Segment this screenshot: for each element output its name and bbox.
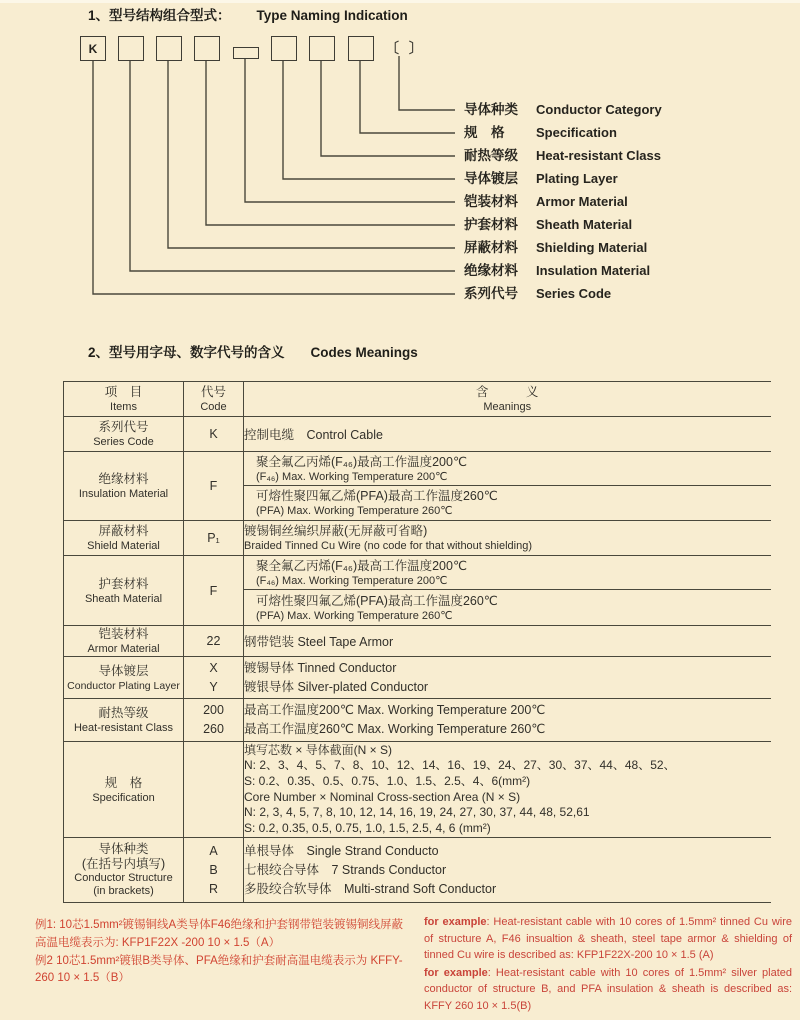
example-1-en: for example: Heat-resistant cable with 10 cores of 1.5mm² tinned Cu wire of structure A, F46 insualtion & sheath, steel tape armor & shielding of tinned Cu wire is described as: KFP1F22X-200 10 × 1.5 (A) [424,916,792,961]
example-2-en: for example: Heat-resistant cable with 10 cores of 1.5mm² silver plated conductor of structure B, and PFA insulation & sheath is described as: KFFY 260 10 × 1.5(B) [424,966,792,1012]
section1-number: 1、 [88,8,110,23]
label-en: Armor Material [536,194,628,209]
table-row-specification: 规 格 Specification 填写芯数 × 导体截面(N × S) N: 2、3、4、5、7、8、10、12、14、16、19、24、27、30、37、44、48、52、 S: 0.2、0.35、0.5、0.75、1.0、1.5、2.5、4、6(mm²) Core Number × Nominal Cross-section Area (N × S) N: 2, 3, 4, 5, 7, 8, 10, 12, 14, 16, 19, 24, 27, 30, 37, 44, 48, 52,61 S: 0.2, 0.35, 0.5, 0.75, 1.0, 1.5, 2.5, 4, 6 (mm²) [64,742,771,838]
type-code-box-sheath [194,36,220,61]
meaning-cell: 控制电缆 Control Cable [244,417,771,452]
code-cell: 22 [184,626,244,657]
label-zh: 导体镀层 [464,171,518,186]
table-row-insulation-material: 绝缘材料 Insulation Material F 聚全氟乙丙烯(F₄₆)最高工作温度200℃ (F₄₆) Max. Working Temperature 200℃ 可熔性聚四氟乙烯(PFA)最高工作温度260℃ (PFA) Max. Working Temperature 260℃ [64,452,771,521]
label-en: Series Code [536,286,612,301]
meaning-cell: 镀锡导体 Tinned Conductor 镀银导体 Silver-plated Conductor [244,657,771,699]
table-row-conductor-plating-layer: 导体镀层 Conductor Plating Layer X Y 镀锡导体 Tinned Conductor 镀银导体 Silver-plated Conductor [64,657,771,699]
example-2-zh: 例2 10芯1.5mm²镀银B类导体、PFA绝缘和护套耐高温电缆表示为 KFFY-260 10 × 1.5（B） [35,954,403,985]
type-code-box-heat-class [309,36,335,61]
code-cell: F [184,556,244,626]
example-notes-zh [35,917,407,988]
label-en: Conductor Category [536,102,662,117]
type-code-box-shielding [156,36,182,61]
code-cell: P₁ [184,521,244,556]
section1-title-zh: 型号结构组合型式： [109,8,231,23]
label-en: Insulation Material [536,263,651,278]
meaning-cell: 单根导体 Single Strand Conducto 七根绞合导体 7 Strands Conductor 多股绞合软导体 Multi-strand Soft Conductor [244,838,771,903]
codes-meanings-table [63,381,771,903]
label-zh: 护套材料 [464,217,518,232]
type-code-box-plating [271,36,297,61]
table-row-armor-material: 铠装材料 Armor Material 22 钢带铠装 Steel Tape Armor [64,626,771,657]
header-items: 项 目 Items [64,382,184,417]
code-cell: X Y [184,657,244,699]
section1-title-en: Type Naming Indication [256,8,408,23]
section2-heading [88,341,418,361]
label-en: Sheath Material [536,217,633,232]
label-en: Specification [536,125,617,140]
label-en: Heat-resistant Class [536,148,661,163]
table-row-conductor-structure: 导体种类 (在括号内填写) Conductor Structure (in brackets) A B R 单根导体 Single Strand Conducto 七根绞合导体 7 Strands Conductor 多股绞合软导体 Multi-strand Soft Conductor [64,838,771,903]
header-meanings: 含 义 Meanings [244,382,771,417]
label-zh: 系列代号 [464,286,518,301]
series-letter: K [88,41,98,56]
meaning-cell: 聚全氟乙丙烯(F₄₆)最高工作温度200℃ (F₄₆) Max. Working Temperature 200℃ 可熔性聚四氟乙烯(PFA)最高工作温度260℃ (PFA) Max. Working Temperature 260℃ [244,556,771,626]
code-cell: F [184,452,244,521]
meaning-cell: 钢带铠装 Steel Tape Armor [244,626,771,657]
label-en: Shielding Material [536,240,648,255]
meaning-cell: 最高工作温度200℃ Max. Working Temperature 200℃ 最高工作温度260℃ Max. Working Temperature 260℃ [244,699,771,742]
label-zh: 导体种类 [464,102,518,117]
table-header-row [64,382,771,417]
table-row-series-code: 系列代号 Series Code K 控制电缆 Control Cable [64,417,771,452]
type-code-box-insulation [118,36,144,61]
header-code: 代号 Code [184,382,244,417]
section2-title-en: Codes Meanings [310,345,418,360]
type-code-box-armor [233,47,259,59]
code-cell: 200 260 [184,699,244,742]
table-row-heat-resistant-class: 耐热等级 Heat-resistant Class 200 260 最高工作温度200℃ Max. Working Temperature 200℃ 最高工作温度260℃ Max. Working Temperature 260℃ [64,699,771,742]
code-cell: K [184,417,244,452]
label-zh: 规 格 [464,125,505,140]
code-cell: A B R [184,838,244,903]
label-zh: 屏蔽材料 [464,240,518,255]
table-row-shield-material: 屏蔽材料 Shield Material P₁ 镀锡铜丝编织屏蔽(无屏蔽可省略) Braided Tinned Cu Wire (no code for that without shielding) [64,521,771,556]
meaning-cell: 填写芯数 × 导体截面(N × S) N: 2、3、4、5、7、8、10、12、14、16、19、24、27、30、37、44、48、52、 S: 0.2、0.35、0.5、0.75、1.0、1.5、2.5、4、6(mm²) Core Number × Nominal Cross-section Area (N × S) N: 2, 3, 4, 5, 7, 8, 10, 12, 14, 16, 19, 24, 27, 30, 37, 44, 48, 52,61 S: 0.2, 0.35, 0.5, 0.75, 1.0, 1.5, 2.5, 4, 6 (mm²) [244,742,771,838]
example-notes-en [424,914,792,1015]
meaning-cell: 镀锡铜丝编织屏蔽(无屏蔽可省略) Braided Tinned Cu Wire (no code for that without shielding) [244,521,771,556]
label-en: Plating Layer [536,171,618,186]
type-code-box-series [80,36,106,61]
example-1-zh: 例1: 10芯1.5mm²镀锡铜线A类导体F46绝缘和护套钢带铠装镀锡铜线屏蔽高温电缆表示为: KFP1F22X -200 10 × 1.5（A） [35,919,404,949]
section2-title-zh: 型号用字母、数字代号的含义 [109,345,285,360]
section2-number: 2、 [88,345,110,360]
conductor-category-brackets: 〔 〕 [385,40,426,56]
label-zh: 绝缘材料 [464,263,518,278]
meaning-cell: 聚全氟乙丙烯(F₄₆)最高工作温度200℃ (F₄₆) Max. Working Temperature 200℃ 可熔性聚四氟乙烯(PFA)最高工作温度260℃ (PFA) Max. Working Temperature 260℃ [244,452,771,521]
table-row-sheath-material: 护套材料 Sheath Material F 聚全氟乙丙烯(F₄₆)最高工作温度200℃ (F₄₆) Max. Working Temperature 200℃ 可熔性聚四氟乙烯(PFA)最高工作温度260℃ (PFA) Max. Working Temperature 260℃ [64,556,771,626]
label-zh: 铠装材料 [464,194,518,209]
code-cell [184,742,244,838]
label-zh: 耐热等级 [464,148,518,163]
type-code-box-specification [348,36,374,61]
